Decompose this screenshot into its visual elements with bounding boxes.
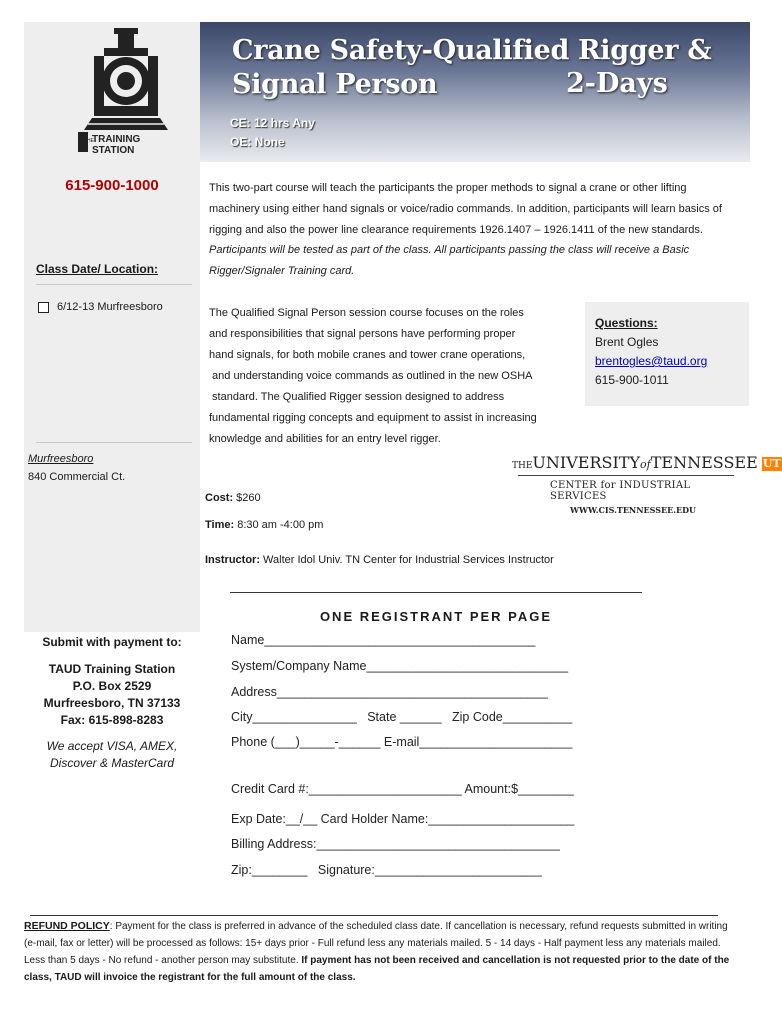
qsp-line: The Qualified Signal Person session course focuses on the roles bbox=[209, 307, 524, 319]
contact-phone: 615-900-1011 bbox=[595, 373, 669, 387]
city-state-zip-field[interactable]: City_______________ State ______ Zip Code__________ bbox=[231, 710, 573, 724]
refund-policy bbox=[24, 918, 740, 986]
title-line-2: Signal Person bbox=[232, 69, 438, 100]
ut-center-name: CENTER for INDUSTRIAL SERVICES bbox=[550, 480, 691, 502]
qsp-line: standard. The Qualified Rigger session designed to address bbox=[209, 391, 505, 403]
header-banner bbox=[200, 22, 750, 162]
registration-divider bbox=[230, 592, 642, 593]
main-phone: 615-900-1000 bbox=[65, 177, 159, 194]
refund-divider bbox=[30, 915, 718, 916]
train-logo-icon bbox=[78, 26, 174, 154]
class-date-label: Class Date/ Location: bbox=[36, 262, 159, 276]
svg-text:THE: THE bbox=[84, 138, 94, 144]
ut-url: WWW.CIS.TENNESSEE.EDU bbox=[570, 505, 697, 515]
billing-address-field[interactable]: Billing Address:___________________________________ bbox=[231, 837, 560, 851]
submit-city: Murfreesboro, TN 37133 bbox=[43, 696, 181, 710]
instructor-label: Instructor: bbox=[205, 554, 260, 566]
instructor-info bbox=[205, 554, 554, 566]
course-description-text: This two-part course will teach the participants the proper methods to signal a crane or other lifting machinery using either hand signals or voice/radio commands. In addition, participants will learn basics of rigging and also the power line clearance requirements 1926.1407 – 1926.1411 of the new standards. bbox=[209, 182, 722, 236]
zip-signature-field[interactable]: Zip:________ Signature:________________________ bbox=[231, 863, 542, 877]
location-address: 840 Commercial Ct. bbox=[28, 471, 126, 483]
submit-info bbox=[24, 634, 200, 772]
ut-mark-icon: UT bbox=[762, 456, 781, 470]
accepted-cards: We accept VISA, AMEX, Discover & MasterCard bbox=[46, 739, 178, 770]
qsp-line: and understanding voice commands as outlined in the new OSHA bbox=[209, 370, 533, 382]
course-description-italic: Participants will be tested as part of the class. All participants passing the class will receive a Basic Rigger/Signaler Training card. bbox=[209, 244, 690, 278]
location-divider bbox=[36, 442, 192, 443]
company-field[interactable]: System/Company Name_____________________________ bbox=[231, 659, 569, 673]
instructor-value: Walter Idol Univ. TN Center for Industrial Services Instructor bbox=[260, 554, 554, 566]
questions-heading: Questions: bbox=[595, 316, 658, 330]
qsp-line: hand signals, for both mobile cranes and tower crane operations, bbox=[209, 349, 526, 361]
class-date-checkbox[interactable] bbox=[38, 302, 49, 313]
cost-value: $260 bbox=[233, 492, 261, 504]
phone-email-field[interactable]: Phone (___)_____-______ E-mail______________________ bbox=[231, 735, 573, 749]
class-date-option-label: 6/12-13 Murfreesboro bbox=[57, 301, 163, 313]
oe-credits: OE: None bbox=[230, 135, 285, 149]
class-date-option[interactable] bbox=[38, 301, 163, 313]
qsp-description bbox=[209, 303, 589, 450]
course-description bbox=[209, 178, 739, 282]
submit-org: TAUD Training Station bbox=[48, 662, 176, 676]
class-date-divider bbox=[36, 284, 192, 285]
ce-credits: CE: 12 hrs Any bbox=[230, 116, 315, 130]
qsp-line: and responsibilities that signal persons have performing proper bbox=[209, 328, 516, 340]
time-info bbox=[205, 519, 323, 531]
ut-logo-rule bbox=[518, 475, 734, 476]
refund-bold-text: If payment has not been received and cancellation is not requested prior to the date of the class, TAUD will invoice the registrant for the full amount of the class. bbox=[24, 955, 730, 983]
questions-box bbox=[585, 302, 749, 406]
sidebar bbox=[24, 22, 200, 632]
location-city: Murfreesboro bbox=[28, 453, 94, 465]
title-line-1: Crane Safety-Qualified Rigger & bbox=[232, 35, 712, 66]
contact-email-link[interactable]: brentogles@taud.org bbox=[595, 354, 708, 368]
submit-fax: Fax: 615-898-8283 bbox=[60, 713, 164, 727]
registration-title: ONE REGISTRANT PER PAGE bbox=[319, 609, 553, 624]
credit-card-field[interactable]: Credit Card #:______________________ Amount:$________ bbox=[231, 782, 574, 796]
name-field[interactable]: Name_______________________________________ bbox=[231, 633, 536, 647]
ut-wordmark: THEUNIVERSITYofTENNESSEE UT bbox=[512, 453, 781, 472]
course-duration: 2-Days bbox=[566, 68, 668, 99]
address-field[interactable]: Address_______________________________________ bbox=[231, 685, 548, 699]
contact-name: Brent Ogles bbox=[595, 335, 659, 349]
svg-text:STATION: STATION bbox=[92, 145, 135, 156]
cost-label: Cost: bbox=[205, 492, 234, 504]
time-value: 8:30 am -4:00 pm bbox=[234, 519, 324, 531]
qsp-line: knowledge and abilities for an entry level rigger. bbox=[209, 433, 441, 445]
exp-date-field[interactable]: Exp Date:__/__ Card Holder Name:_____________________ bbox=[231, 812, 575, 826]
svg-text:TRAINING: TRAINING bbox=[92, 134, 141, 145]
submit-heading: Submit with payment to: bbox=[42, 635, 182, 649]
qsp-line: fundamental rigging concepts and equipment to assist in increasing bbox=[209, 412, 537, 424]
refund-text: : Payment for the class is preferred in advance of the scheduled class date. If cancellation is necessary, refund requests submitted in writing (e-mail, fax or letter) will be processed as follows: 15+ days prior - Full refund less any materials mailed. 5 - 14 days - Half payment less any materials mailed. Less than 5 days - No refund - another person may substitute. bbox=[24, 921, 728, 966]
time-label: Time: bbox=[205, 519, 235, 531]
refund-heading: REFUND POLICY bbox=[24, 920, 110, 932]
ut-cis-logo bbox=[512, 453, 781, 523]
cost-info bbox=[205, 492, 261, 504]
submit-pobox: P.O. Box 2529 bbox=[72, 679, 152, 693]
